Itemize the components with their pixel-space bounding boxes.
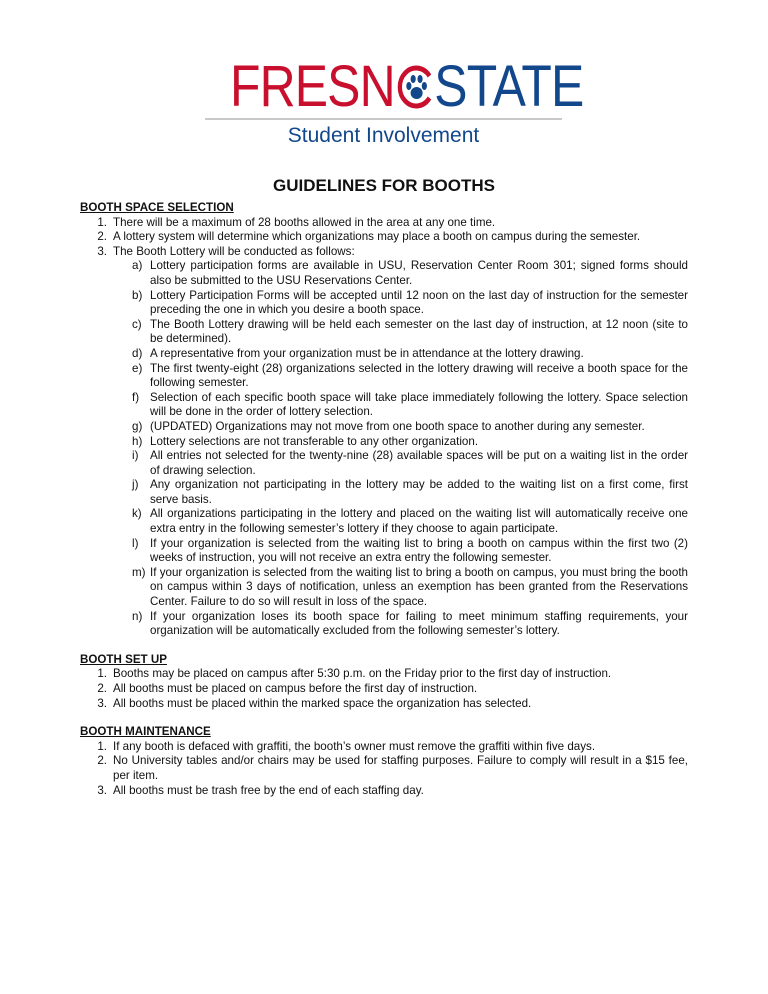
item-text: Lottery selections are not transferable to any other organization. [150,434,479,448]
logo-subtitle: Student Involvement [287,124,480,147]
section [80,725,688,798]
section [80,653,688,711]
item-marker: f) [132,390,140,404]
item-text: The Booth Lottery drawing will be held each semester on the last day of instruction, at 12 noon (site to be determined). [150,317,688,346]
item-marker: 2. [97,682,107,695]
page-title: GUIDELINES FOR BOOTHS [273,176,495,195]
item-text: A lottery system will determine which organizations may place a booth on campus during the semester. [113,230,641,244]
item-text: No University tables and/or chairs may be used for staffing purposes. Failure to comply will result in a $15 fee, per item. [113,754,688,782]
list-item [80,347,688,362]
list-item [80,391,688,420]
item-marker: c) [132,317,142,331]
item-text: (UPDATED) Organizations may not move from one booth space to another during any semester. [150,419,645,433]
item-text: Selection of each specific booth space will take place immediately following the lottery. Space selection will be done in the order of lottery selection. [150,390,688,419]
item-text: All entries not selected for the twenty-nine (28) available spaces will be put on a waiting list in the order of drawing selection. [150,449,688,477]
item-marker: j) [132,478,139,492]
item-text: All booths must be placed on campus before the first day of instruction. [113,682,478,695]
list-item [80,449,688,478]
item-text: Lottery participation forms are available in USU, Reservation Center Room 301; signed forms should also be submitted to the USU Reservations Center. [150,259,688,287]
item-marker: 2. [97,754,107,768]
item-marker: a) [132,259,143,273]
item-marker: k) [132,507,142,521]
item-text: All booths must be placed within the marked space the organization has selected. [113,696,532,710]
item-text: There will be a maximum of 28 booths allowed in the area at any one time. [113,215,496,229]
fresno-state-logo [205,54,584,148]
item-marker: n) [132,609,143,623]
list-item [80,610,688,639]
item-marker: h) [132,434,143,448]
logo-state: STATE [434,54,584,119]
section [80,201,688,639]
item-text: If your organization is selected from the waiting list to bring a booth on campus within the first two (2) weeks of instruction, you will not receive an extra entry the following semester. [150,536,688,565]
item-marker: d) [132,346,143,360]
list-item [80,667,688,682]
item-text: Lottery Participation Forms will be accepted until 12 noon on the last day of instruction for the semester preceding the one in which you desire a booth space. [150,288,688,317]
item-text: The first twenty-eight (28) organizations selected in the lottery drawing will receive a booth space for the following semester. [150,361,688,390]
item-text: Booths may be placed on campus after 5:30 p.m. on the Friday prior to the first day of instruction. [113,667,612,681]
item-text: The Booth Lottery will be conducted as follows: [113,244,355,258]
item-text: If your organization is selected from the waiting list to bring a booth on campus, you must bring the booth on campus within 3 days of notification, unless an exemption has been granted from the Reservations Center. Failure to do so will result in loss of the space. [150,565,688,609]
item-marker: 1. [97,739,107,753]
list-item [80,230,688,245]
section-heading: BOOTH MAINTENANCE [80,725,211,739]
list-item [80,435,688,450]
item-marker: l) [132,536,139,550]
list-item [80,289,688,318]
item-marker: e) [132,361,143,375]
list-item [80,754,688,783]
list-item [80,507,688,536]
list-item [80,682,688,697]
list-item [80,245,688,260]
section-heading: BOOTH SET UP [80,652,167,666]
item-marker: b) [132,288,143,302]
list-item [80,259,688,288]
document-body [80,201,688,812]
list-item [80,537,688,566]
item-marker: m) [132,565,146,579]
item-text: A representative from your organization must be in attendance at the lottery drawing. [150,346,584,360]
list-item [80,216,688,231]
list-item [80,697,688,712]
item-text: Any organization not participating in the lottery may be added to the waiting list on a first come, first serve basis. [150,478,688,506]
list-item [80,566,688,610]
list-item [80,478,688,507]
item-marker: 3. [97,783,107,797]
list-item [80,420,688,435]
item-text: If your organization loses its booth space for failing to meet minimum staffing requirements, your organization will be automatically excluded from the following semester’s lottery. [150,609,688,638]
list-item [80,740,688,755]
item-marker: 1. [97,215,107,229]
item-text: All booths must be trash free by the end of each staffing day. [113,783,424,797]
item-marker: i) [132,449,139,463]
list-item [80,362,688,391]
item-marker: 3. [97,696,107,710]
item-marker: 2. [97,230,107,244]
item-marker: 1. [97,667,107,681]
item-text: All organizations participating in the lottery and placed on the waiting list will automatically receive one extra entry in the following semester’s lottery if they choose to again participate. [150,507,688,536]
section-heading: BOOTH SPACE SELECTION [80,201,234,214]
list-item [80,784,688,799]
item-marker: g) [132,419,143,433]
paw-o-icon [395,64,435,110]
item-text: If any booth is defaced with graffiti, the booth’s owner must remove the graffiti within five days. [113,739,596,753]
logo-wordmark [229,54,584,119]
item-marker: 3. [97,244,107,258]
logo-fresno: FRESN [229,54,395,119]
list-item [80,318,688,347]
